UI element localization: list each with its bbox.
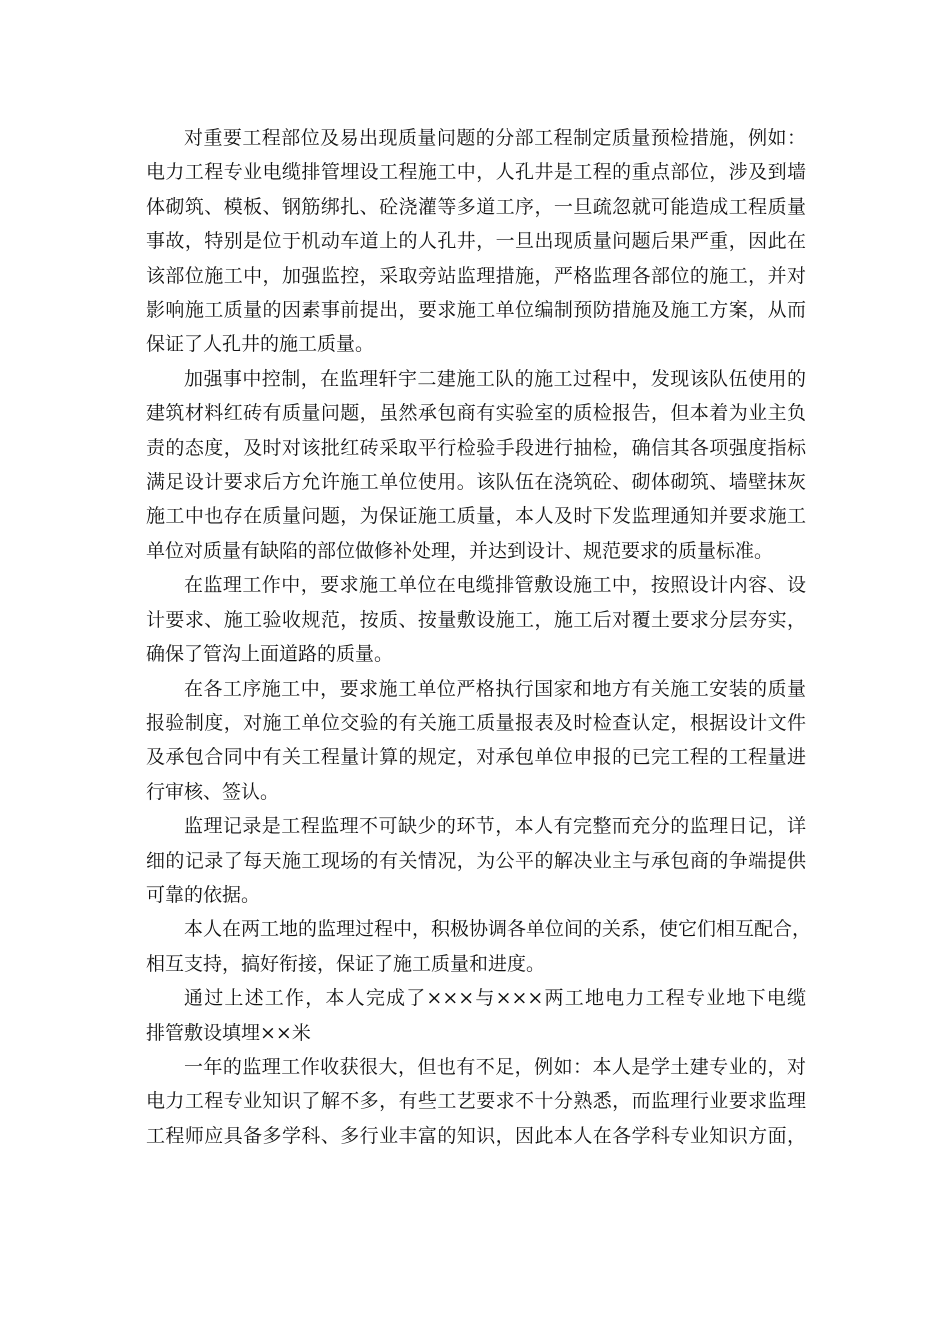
text-line: 保证了人孔井的施工质量。 bbox=[146, 333, 375, 356]
text-line: 加强事中控制，在监理轩宇二建施工队的施工过程中，发现该队伍使用的 bbox=[184, 367, 806, 390]
paragraph-1 bbox=[146, 121, 806, 362]
text-line: 工程师应具备多学科、多行业丰富的知识，因此本人在各学科专业知识方面， bbox=[146, 1124, 806, 1147]
text-line: 本人在两工地的监理过程中，积极协调各单位间的关系，使它们相互配合， bbox=[184, 918, 812, 941]
paragraph-4 bbox=[146, 672, 806, 810]
text-line: 事故，特别是位于机动车道上的人孔井，一旦出现质量问题后果严重，因此在 bbox=[146, 230, 806, 253]
text-line: 影响施工质量的因素事前提出，要求施工单位编制预防措施及施工方案，从而 bbox=[146, 299, 806, 322]
text-line: 施工中也存在质量问题，为保证施工质量，本人及时下发监理通知并要求施工 bbox=[146, 505, 806, 528]
text-line: 在各工序施工中，要求施工单位严格执行国家和地方有关施工安装的质量 bbox=[184, 677, 806, 700]
text-line: 可靠的依据。 bbox=[146, 883, 261, 906]
text-line: 细的记录了每天施工现场的有关情况，为公平的解决业主与承包商的争端提供 bbox=[146, 849, 806, 872]
text-line: 单位对质量有缺陷的部位做修补处理，并达到设计、规范要求的质量标准。 bbox=[146, 539, 774, 562]
text-line: 电力工程专业电缆排管埋设工程施工中，人孔井是工程的重点部位，涉及到墙 bbox=[146, 161, 806, 184]
text-line: 对重要工程部位及易出现质量问题的分部工程制定质量预检措施，例如： bbox=[184, 127, 806, 149]
text-line: 排管敷设填埋××米 bbox=[146, 1021, 311, 1044]
text-line: 满足设计要求后方允许施工单位使用。该队伍在浇筑砼、砌体砌筑、墙壁抹灰 bbox=[146, 471, 806, 494]
text-line: 报验制度，对施工单位交验的有关施工质量报表及时检查认定，根据设计文件 bbox=[146, 711, 806, 734]
document-page bbox=[146, 121, 812, 1153]
text-line: 一年的监理工作收获很大，但也有不足，例如：本人是学土建专业的，对 bbox=[184, 1055, 806, 1078]
text-line: 确保了管沟上面道路的质量。 bbox=[146, 643, 394, 666]
text-line: 监理记录是工程监理不可缺少的环节，本人有完整而充分的监理日记，详 bbox=[184, 815, 806, 838]
paragraph-8 bbox=[146, 1050, 806, 1153]
paragraph-6 bbox=[146, 912, 812, 981]
text-line: 在监理工作中，要求施工单位在电缆排管敷设施工中，按照设计内容、设 bbox=[184, 574, 806, 597]
text-line: 计要求、施工验收规范，按质、按量敷设施工，施工后对覆土要求分层夯实， bbox=[146, 608, 806, 631]
text-line: 行审核、签认。 bbox=[146, 780, 280, 803]
text-line: 及承包合同中有关工程量计算的规定，对承包单位申报的已完工程的工程量进 bbox=[146, 746, 806, 769]
paragraph-5 bbox=[146, 809, 806, 912]
text-line: 责的态度，及时对该批红砖采取平行检验手段进行抽检，确信其各项强度指标 bbox=[146, 436, 806, 459]
text-line: 体砌筑、模板、钢筋绑扎、砼浇灌等多道工序，一旦疏忽就可能造成工程质量 bbox=[146, 195, 806, 218]
text-line: 该部位施工中，加强监控，采取旁站监理措施，严格监理各部位的施工，并对 bbox=[146, 264, 806, 287]
paragraph-7 bbox=[146, 981, 806, 1050]
text-line: 通过上述工作，本人完成了×××与×××两工地电力工程专业地下电缆 bbox=[184, 987, 806, 1010]
paragraph-3 bbox=[146, 568, 806, 671]
text-line: 建筑材料红砖有质量问题，虽然承包商有实验室的质检报告，但本着为业主负 bbox=[146, 402, 806, 425]
text-line: 电力工程专业知识了解不多，有些工艺要求不十分熟悉，而监理行业要求监理 bbox=[146, 1090, 806, 1113]
paragraph-2 bbox=[146, 362, 806, 568]
text-line: 相互支持，搞好衔接，保证了施工质量和进度。 bbox=[146, 952, 546, 975]
